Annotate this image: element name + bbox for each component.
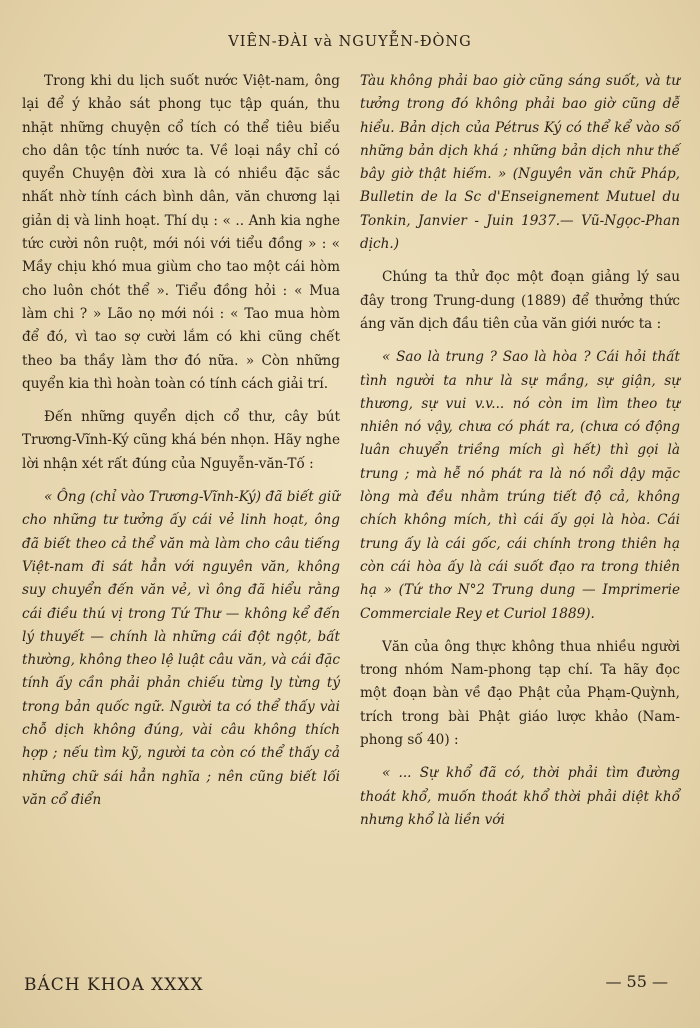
running-header: VIÊN-ĐÀI và NGUYỄN-ĐÒNG xyxy=(228,34,472,50)
quotation: « Ông (chỉ vào Trương-Vĩnh-Ký) đã biết giữ cho những tư tưởng ấy cái vẻ linh hoạt, ông đã biết theo cả thể văn mà làm cho câu tiếng Việt-nam đi sát hẳn với nguyên văn, không suy chuyển đến văn vẻ, vì ông đã hiểu rằng cái điều thú vị trong Tứ Thư — không kể đến lý thuyết — chính là những cái đột ngột, bất thường, không theo lệ luật câu văn, và cái đặc tính ấy cần phải phản chiếu từng ly từng tý trong bản quốc ngữ. Người ta có thể thấy vài chỗ dịch không đúng, vài câu không thích hợp ; nếu tìm kỹ, người ta còn có thể thấy cả những chữ sái hẳn nghĩa ; nên cũng biết lối văn cổ điển xyxy=(22,489,340,808)
paragraph: Văn của ông thực không thua nhiều người trong nhóm Nam-phong tạp chí. Ta hãy đọc một đoạn bàn về đạo Phật của Phạm-Quỳnh, trích trong bài Phật giáo lược khảo (Nam-phong số 40) : xyxy=(360,638,680,749)
right-column xyxy=(360,70,680,842)
page-number: — 55 — xyxy=(605,972,668,991)
paragraph: Đến những quyển dịch cổ thư, cây bút Trương-Vĩnh-Ký cũng khá bén nhọn. Hãy nghe lời nhận xét rất đúng của Nguyễn-văn-Tố : xyxy=(22,409,340,472)
paragraph: Trong khi du lịch suốt nước Việt-nam, ông lại để ý khảo sát phong tục tập quán, thu nhặt những chuyện cổ tích có thể tiêu biểu cho dân tộc tính nước ta. Về loại nầy chỉ có quyển Chuyện đời xưa là có nhiều đặc sắc nhất nhờ tính cách bình dân, văn chương lại giản dị và linh hoạt. Thí dụ : « .. Anh kia nghe tức cười nôn ruột, mới nói với tiểu đồng » : « Mầy chịu khó mua giùm cho tao một cái hòm cho luôn chót thể ». Tiểu đồng hỏi : « Mua làm chi ? » Lão nọ mới nói : « Tao mua hòm để đó, vì tao sợ cười lắm có khi cũng chết theo ba thầy làm thơ đó nữa. » Còn những quyển kia thì hoàn toàn có tính cách giải trí. xyxy=(22,73,340,392)
quotation-continued: Tàu không phải bao giờ cũng sáng suốt, và tư tưởng trong đó không phải bao giờ cũng dễ hiểu. Bản dịch của Pétrus Ký có thể kể vào số những bản dịch khá ; những bản dịch như thế bây giờ thật hiếm. » (Nguyên văn chữ Pháp, Bulletin de la Sc d'Enseignement Mutuel du Tonkin, Janvier - Juin 1937.— Vũ-Ngọc-Phan dịch.) xyxy=(360,73,680,253)
quotation: « Sao là trung ? Sao là hòa ? Cái hỏi thất tình người ta như là sự mầng, sự giận, sự thương, sự vui v.v... nó còn im lìm theo tự nhiên nó vậy, chưa có phát ra, (chưa có động luân chuyển triềng mích gì hết) thì gọi là trung ; mà hễ nó phát ra là nó nổi dậy mặc lòng mà đều nhằm trúng tiết độ cả, không chích không mích, thì cái ấy gọi là hòa. Cái trung ấy là cái gốc, cái chính trong thiên hạ còn cái hòa ấy là cái suốt đạo ra trong thiên hạ » (Tứ thơ N°2 Trung dung — Imprimerie Commerciale Rey et Curiol 1889). xyxy=(360,349,680,622)
left-column xyxy=(22,70,340,822)
paragraph: Chúng ta thử đọc một đoạn giảng lý sau đây trong Trung-dung (1889) để thưởng thức áng văn dịch đầu tiên của văn giới nước ta : xyxy=(360,269,680,332)
magazine-name: BÁCH KHOA XXXX xyxy=(24,975,204,995)
quotation: « ... Sự khổ đã có, thời phải tìm đường thoát khổ, muốn thoát khổ thời phải diệt khổ nhưng khổ là liền với xyxy=(360,765,680,828)
